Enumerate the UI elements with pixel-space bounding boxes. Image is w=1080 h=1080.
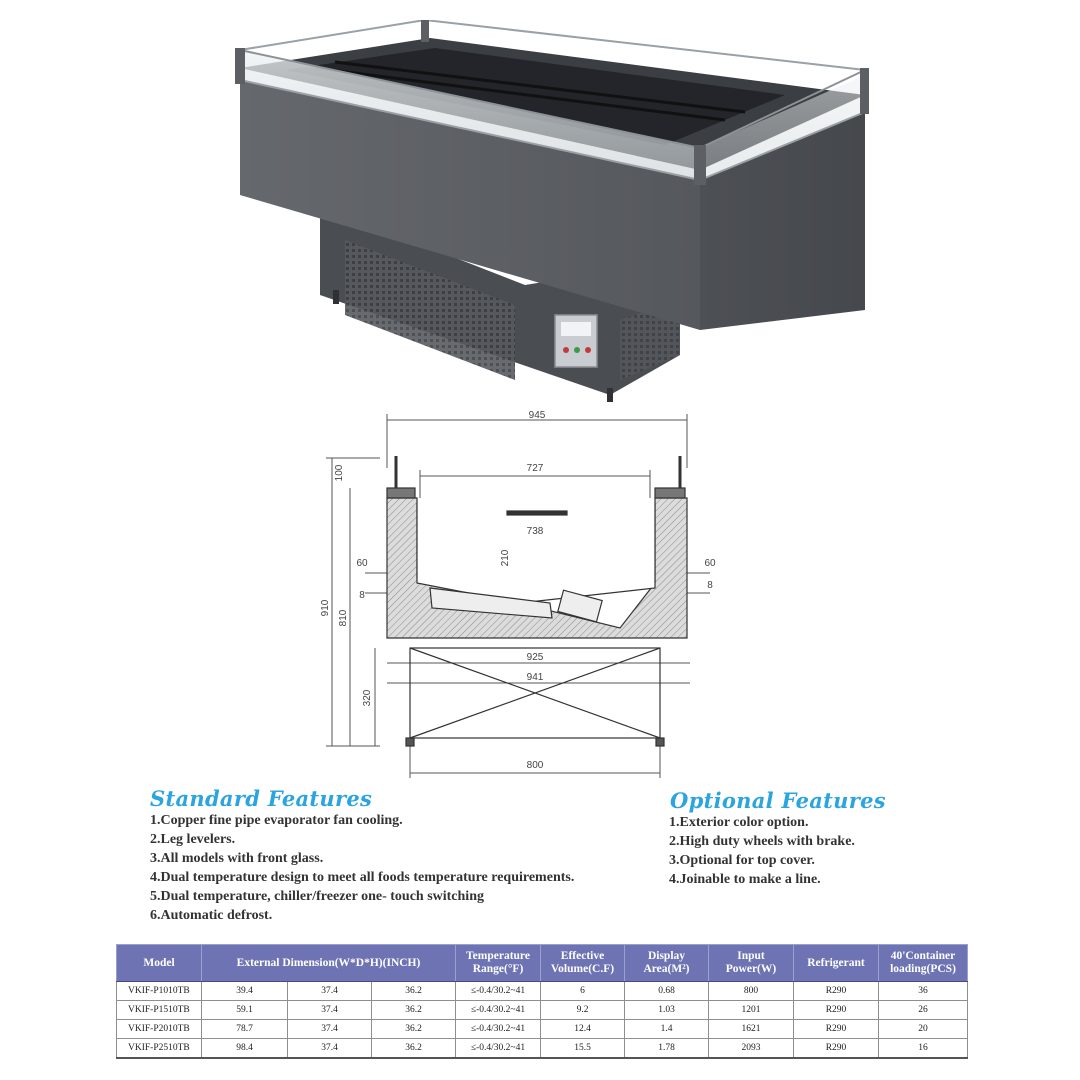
cell: 39.4 xyxy=(202,982,288,1001)
product-image xyxy=(225,20,875,415)
cell: 59.1 xyxy=(202,1001,288,1020)
cell: R290 xyxy=(794,1020,879,1039)
cell: 37.4 xyxy=(288,1039,372,1059)
list-item: 3.All models with front glass. xyxy=(150,851,324,866)
dim-label: 810 xyxy=(338,609,349,627)
cell: 12.4 xyxy=(541,1020,625,1039)
cell: 15.5 xyxy=(541,1039,625,1059)
cell: 1.03 xyxy=(625,1001,709,1020)
dim-label: 60 xyxy=(356,558,368,569)
list-item: 2.Leg levelers. xyxy=(150,832,236,847)
cell-model: VKIF-P1510TB xyxy=(117,1001,202,1020)
cell: 78.7 xyxy=(202,1020,288,1039)
cell: 1.4 xyxy=(625,1020,709,1039)
dim-label: 800 xyxy=(526,760,544,771)
dim-label: 738 xyxy=(526,526,544,537)
header-volume: Effective Volume(C.F) xyxy=(541,945,625,982)
list-item: 6.Automatic defrost. xyxy=(150,908,273,923)
cell: 36.2 xyxy=(372,1001,456,1020)
table-row xyxy=(117,1039,968,1059)
dim-label: 945 xyxy=(528,410,546,421)
dim-label: 60 xyxy=(704,558,716,569)
cell: R290 xyxy=(794,982,879,1001)
header-temperature: Temperature Range(°F) xyxy=(456,945,541,982)
cabinet-section xyxy=(387,456,687,638)
cell: 37.4 xyxy=(288,982,372,1001)
cell: 36.2 xyxy=(372,982,456,1001)
optional-features-list xyxy=(669,813,855,889)
dim-label: 8 xyxy=(359,590,365,601)
cell: 20 xyxy=(879,1020,968,1039)
spec-table xyxy=(116,944,968,1059)
header-display-area: Display Area(M²) xyxy=(625,945,709,982)
dim-label: 8 xyxy=(707,580,713,591)
cell: 1.78 xyxy=(625,1039,709,1059)
standard-features-list xyxy=(150,811,574,925)
cell: 9.2 xyxy=(541,1001,625,1020)
cell: 6 xyxy=(541,982,625,1001)
dim-label: 727 xyxy=(526,463,544,474)
cell: 37.4 xyxy=(288,1020,372,1039)
header-dimension: External Dimension(W*D*H)(INCH) xyxy=(202,945,456,982)
cell: ≤-0.4/30.2~41 xyxy=(456,1039,541,1059)
cross-section-drawing xyxy=(320,408,720,783)
table-row xyxy=(117,982,968,1001)
cell: 16 xyxy=(879,1039,968,1059)
cell: 36 xyxy=(879,982,968,1001)
spec-table-container xyxy=(116,944,967,1059)
table-row xyxy=(117,1020,968,1039)
cell: ≤-0.4/30.2~41 xyxy=(456,982,541,1001)
list-item: 1.Exterior color option. xyxy=(669,815,809,830)
cell: 800 xyxy=(709,982,794,1001)
dim-label: 910 xyxy=(320,599,331,617)
cell: 2093 xyxy=(709,1039,794,1059)
dim-label: 210 xyxy=(500,549,511,567)
cell: ≤-0.4/30.2~41 xyxy=(456,1001,541,1020)
cell: R290 xyxy=(794,1001,879,1020)
cell: R290 xyxy=(794,1039,879,1059)
header-container-loading: 40'Container loading(PCS) xyxy=(879,945,968,982)
cell: 36.2 xyxy=(372,1020,456,1039)
cell: 37.4 xyxy=(288,1001,372,1020)
cell: 36.2 xyxy=(372,1039,456,1059)
cell: 98.4 xyxy=(202,1039,288,1059)
standard-features-title: Standard Features xyxy=(150,786,373,811)
list-item: 2.High duty wheels with brake. xyxy=(669,834,855,849)
cell: 0.68 xyxy=(625,982,709,1001)
table-header-row xyxy=(117,945,968,982)
list-item: 5.Dual temperature, chiller/freezer one- touch switching xyxy=(150,889,484,904)
cell-model: VKIF-P2010TB xyxy=(117,1020,202,1039)
cell-model: VKIF-P2510TB xyxy=(117,1039,202,1059)
dim-label: 941 xyxy=(526,672,544,683)
list-item: 4.Joinable to make a line. xyxy=(669,872,821,887)
cell-model: VKIF-P1010TB xyxy=(117,982,202,1001)
cell: ≤-0.4/30.2~41 xyxy=(456,1020,541,1039)
list-item: 3.Optional for top cover. xyxy=(669,853,815,868)
list-item: 4.Dual temperature design to meet all foods temperature requirements. xyxy=(150,870,575,885)
header-refrigerant: Refrigerant xyxy=(794,945,879,982)
cell: 26 xyxy=(879,1001,968,1020)
dim-label: 320 xyxy=(362,689,373,707)
header-model: Model xyxy=(117,945,202,982)
header-input-power: Input Power(W) xyxy=(709,945,794,982)
table-row xyxy=(117,1001,968,1020)
cell: 1621 xyxy=(709,1020,794,1039)
list-item: 1.Copper fine pipe evaporator fan cooling. xyxy=(150,813,403,828)
dim-label: 100 xyxy=(334,464,345,482)
optional-features-title: Optional Features xyxy=(670,788,886,813)
cell: 1201 xyxy=(709,1001,794,1020)
dim-label: 925 xyxy=(526,652,544,663)
